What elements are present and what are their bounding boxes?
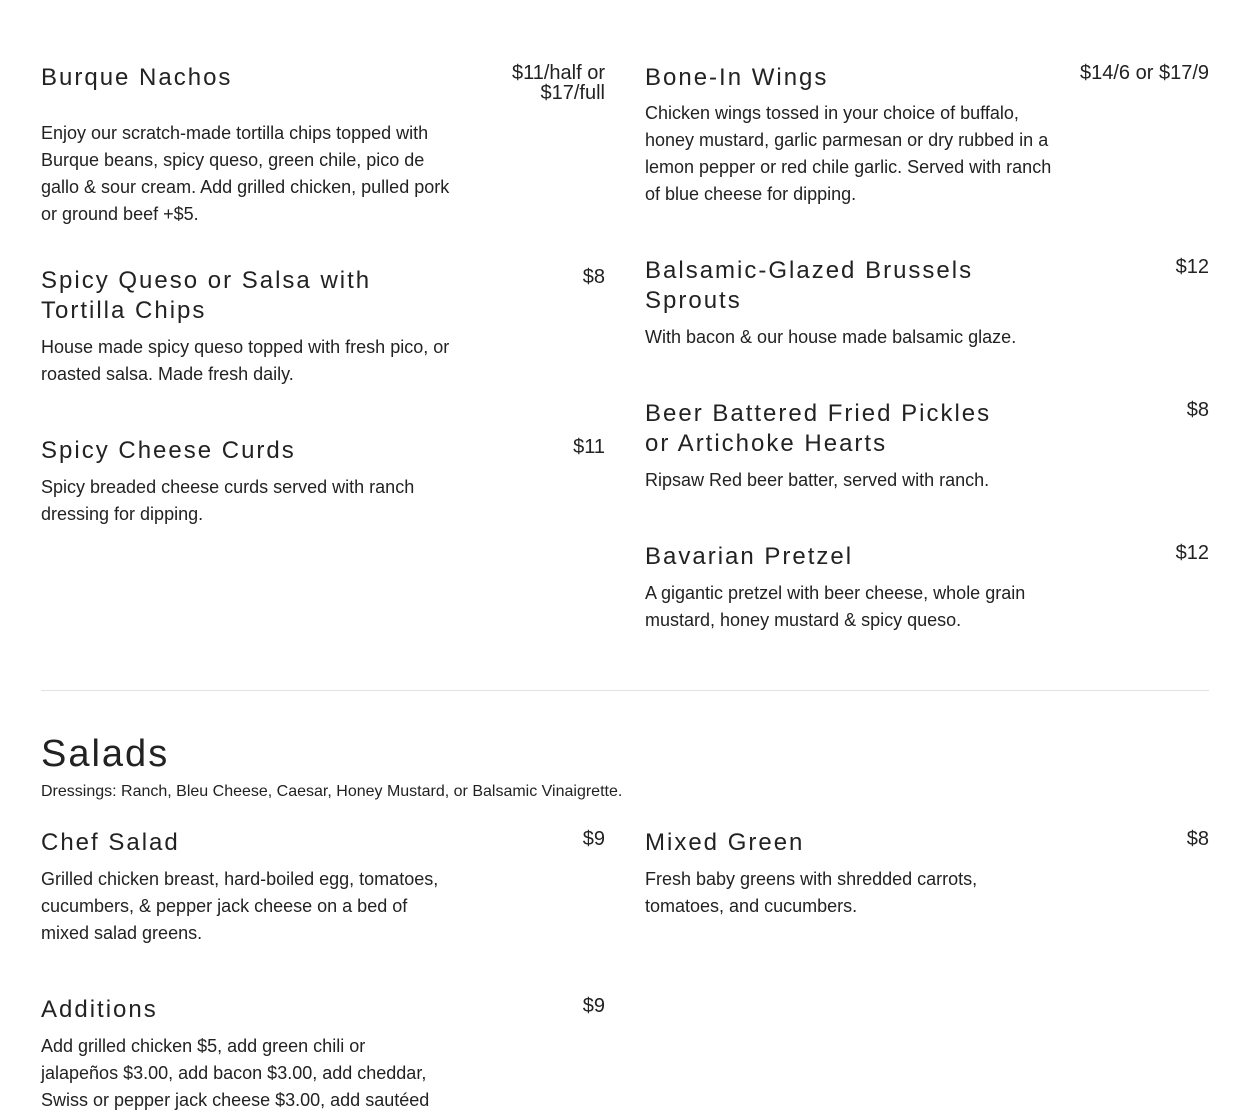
item-description: House made spicy queso topped with fresh pico, or roasted salsa. Made fresh daily. xyxy=(41,337,450,384)
item-name: Bone-In Wings xyxy=(645,64,829,91)
item-description: A gigantic pretzel with beer cheese, whole grain mustard, honey mustard & spicy queso. xyxy=(645,583,1026,630)
menu-item-brussels-sprouts xyxy=(645,256,1209,351)
item-price: $12 xyxy=(1175,542,1209,564)
item-description: Enjoy our scratch-made tortilla chips topped with Burque beans, spicy queso, green chile, pico de gallo & sour cream. Add grilled chicken, pulled pork or ground beef +$5. xyxy=(41,123,450,224)
menu-item-additions xyxy=(41,995,605,1114)
item-price: $9 xyxy=(582,995,605,1017)
item-price: $8 xyxy=(582,266,605,288)
item-price: $11/half or $17/full xyxy=(511,62,605,104)
item-price: $12 xyxy=(1175,256,1209,278)
item-description: Add grilled chicken $5, add green chili or jalapeños $3.00, add bacon $3.00, add cheddar, Swiss or pepper jack cheese $3.00, add sautéed xyxy=(41,1036,430,1110)
menu-item-mixed-green xyxy=(645,828,1209,920)
item-name: Spicy Queso or Salsa with Tortilla Chips xyxy=(41,267,372,324)
item-description: Chicken wings tossed in your choice of buffalo, honey mustard, garlic parmesan or dry rubbed in a lemon pepper or red chile garlic. Served with ranch of blue cheese for dipping. xyxy=(645,103,1052,204)
item-price: $9 xyxy=(582,828,605,850)
section-divider xyxy=(41,690,1209,691)
menu-item-spicy-cheese-curds xyxy=(41,436,605,528)
item-price: $11 xyxy=(573,436,605,458)
item-name: Mixed Green xyxy=(645,829,805,856)
dressings-note: Dressings: Ranch, Bleu Cheese, Caesar, Honey Mustard, or Balsamic Vinaigrette. xyxy=(41,783,623,800)
item-description: Fresh baby greens with shredded carrots, tomatoes, and cucumbers. xyxy=(645,869,978,916)
item-description: With bacon & our house made balsamic glaze. xyxy=(645,327,1017,347)
item-name: Additions xyxy=(41,996,158,1023)
item-description: Ripsaw Red beer batter, served with ranch. xyxy=(645,470,990,490)
item-price: $8 xyxy=(1186,828,1209,850)
menu-item-burque-nachos xyxy=(41,60,605,228)
menu-item-bavarian-pretzel xyxy=(645,542,1209,634)
menu-item-chef-salad xyxy=(41,828,605,947)
menu-item-bone-in-wings xyxy=(645,60,1209,208)
item-description: Grilled chicken breast, hard-boiled egg, tomatoes, cucumbers, & pepper jack cheese on a bed of mixed salad greens. xyxy=(41,869,439,943)
item-price: $14/6 or $17/9 xyxy=(1080,62,1209,84)
item-description: Spicy breaded cheese curds served with ranch dressing for dipping. xyxy=(41,477,415,524)
item-name: Chef Salad xyxy=(41,829,180,856)
item-name: Balsamic-Glazed Brussels Sprouts xyxy=(645,257,974,314)
menu-item-spicy-queso xyxy=(41,266,605,388)
item-name: Spicy Cheese Curds xyxy=(41,437,296,464)
menu-item-fried-pickles xyxy=(645,399,1209,494)
item-name: Bavarian Pretzel xyxy=(645,543,854,570)
item-name: Burque Nachos xyxy=(41,64,233,91)
item-price: $8 xyxy=(1186,399,1209,421)
section-title-salads: Salads xyxy=(41,733,170,775)
item-name: Beer Battered Fried Pickles or Artichoke Hearts xyxy=(645,400,992,457)
